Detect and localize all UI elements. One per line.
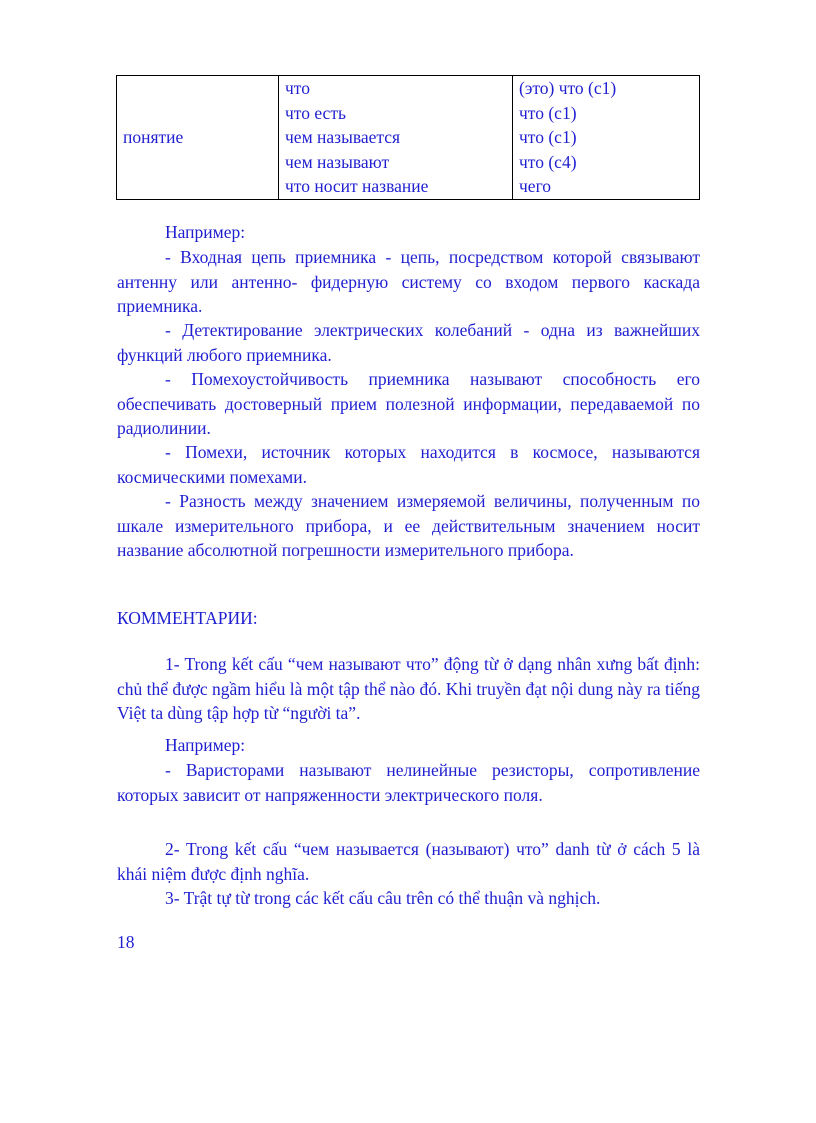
case-line: чего <box>519 176 552 196</box>
example-paragraph: - Детектирование электрических колебаний - одна из важнейших функций любого приемника. <box>117 320 700 365</box>
case-line: что (с4) <box>519 151 577 172</box>
example-paragraph: - Помехоустойчивость приемника называют способность его обеспечивать достоверный прием полезной информации, передаваемой по радиолинии. <box>117 369 700 438</box>
construction-line: чем называют <box>285 151 390 172</box>
comment-example-heading: Например: <box>165 735 246 755</box>
construction-line: что носит название <box>285 176 429 196</box>
table-cell-concept <box>117 76 279 200</box>
table-row <box>117 76 700 200</box>
case-line: (это) что (с1) <box>519 78 617 98</box>
construction-table <box>116 75 700 200</box>
construction-line: что есть <box>285 102 346 123</box>
case-line: что (с1) <box>519 127 577 147</box>
construction-line: чем называется <box>285 127 401 147</box>
example-paragraph: - Входная цепь приемника - цепь, посредством которой связывают антенну или антенно- фидерную систему со входом первого каскада приемника. <box>117 247 700 316</box>
table-cell-constructions <box>279 76 513 200</box>
comment-paragraph: 3- Trật tự từ trong các kết cấu câu trên có thể thuận và nghịch. <box>165 888 601 908</box>
case-line: что (с1) <box>519 102 577 123</box>
comment-example-paragraph: - Варисторами называют нелинейные резисторы, сопротивление которых зависит от напряженности электрического поля. <box>117 760 700 805</box>
table-cell-cases <box>513 76 700 200</box>
construction-line: что <box>285 78 310 98</box>
example-paragraph: - Разность между значением измеряемой величины, полученным по шкале измерительного прибора, и ее действительным значением носит название абсолютной погрешности измерительного прибора. <box>117 491 700 560</box>
row-label: понятие <box>123 127 184 147</box>
comment-paragraph: 1- Trong kết cấu “чем называют что” động từ ở dạng nhân xưng bất định: chủ thể được ngầm hiểu là một tập thể nào đó. Khi truyền đạt nội dung này ra tiếng Việt ta dùng tập hợp từ “người ta”. <box>117 654 700 723</box>
examples-heading: Например: <box>165 222 246 242</box>
comments-heading: КОММЕНТАРИИ: <box>117 608 258 628</box>
comment-paragraph: 2- Trong kết cấu “чем называется (называют) что” danh từ ở cách 5 là khái niệm được định nghĩa. <box>117 839 700 884</box>
page-number: 18 <box>117 932 135 952</box>
example-paragraph: - Помехи, источник которых находится в космосе, называются космическими помехами. <box>117 442 700 487</box>
